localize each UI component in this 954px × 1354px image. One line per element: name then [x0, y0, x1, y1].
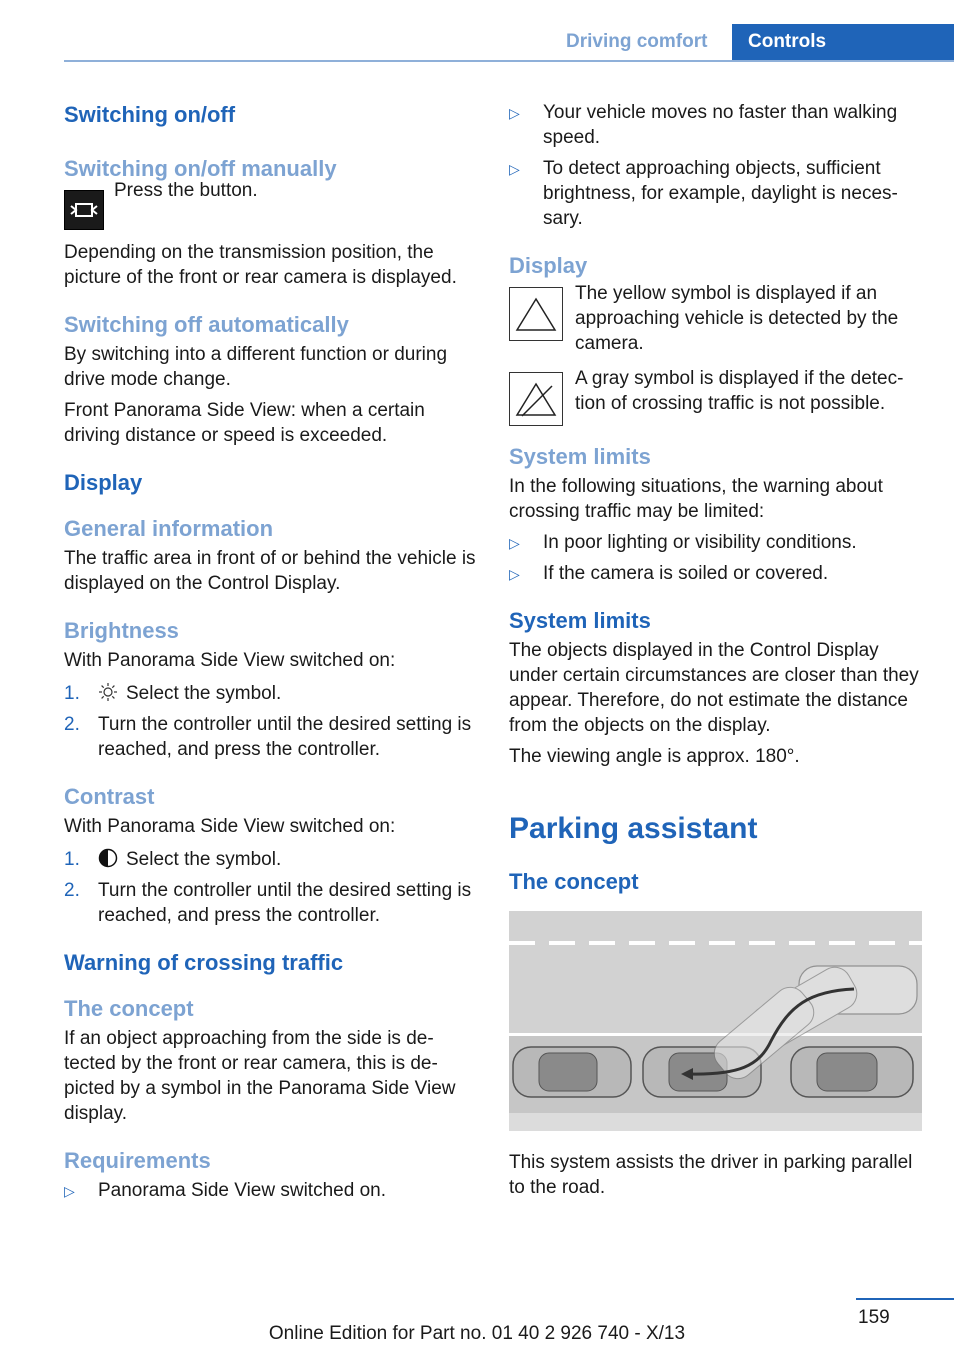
warning-triangle-crossed-icon	[509, 372, 563, 426]
gray-symbol-text: A gray symbol is displayed if the detection of crossing traffic is not possible.	[575, 368, 904, 414]
concept-text: If an object approaching from the side is detected by the front or rear camera, this is depicted by a symbol in the Panorama Side View display.	[64, 1028, 456, 1124]
page-number: 159	[858, 1307, 890, 1328]
heading-parking-assistant: Parking assistant	[509, 812, 758, 845]
limits2-text-2: The viewing angle is approx. 180°.	[509, 746, 800, 767]
general-text: The traffic area in front of or behind the vehicle is displayed on the Control Display.	[64, 548, 476, 594]
list-item: 2. Turn the controller until the desired setting is reached, and press the controller.	[64, 714, 472, 760]
heading-display-symbols: Display	[509, 253, 588, 278]
right-column	[509, 100, 922, 1206]
yellow-symbol-text: The yellow symbol is displayed if an approaching vehicle is detected by the camera.	[575, 283, 899, 354]
limits2-text-1: The objects displayed in the Control Display under certain circumstances are closer than they appear. Therefore, do not estimate the distance from the objects on the display.	[509, 640, 919, 736]
list-item: ▷ In poor lighting or visibility conditions.	[509, 530, 922, 555]
heading-switching-manually: Switching on/off manually	[64, 156, 337, 181]
header-section-title: Driving comfort	[566, 31, 708, 52]
parking-illustration	[509, 911, 922, 1131]
list-item: 1. Select the symbol.	[64, 849, 282, 870]
limits1-intro: In the following situations, the warning about crossing traffic may be limited:	[509, 476, 883, 522]
list-item: ▷ To detect approaching objects, sufficient brightness, for example, daylight is necessary.	[509, 156, 922, 231]
heading-switching-on-off: Switching on/off	[64, 102, 236, 127]
heading-the-concept: The concept	[64, 996, 194, 1021]
heading-warning-crossing-traffic: Warning of crossing traffic	[64, 950, 344, 975]
auto-text-2: Front Panorama Side View: when a certain driving distance or speed is exceeded.	[64, 400, 425, 446]
header-chapter-label: Controls	[748, 31, 827, 52]
heading-switching-off-automatically: Switching off automatically	[64, 312, 349, 337]
camera-button-icon	[64, 190, 104, 230]
warning-triangle-icon	[509, 287, 563, 341]
heading-brightness: Brightness	[64, 618, 179, 643]
heading-contrast: Contrast	[64, 784, 155, 809]
press-button-text: Press the button.	[114, 180, 258, 201]
sun-icon	[98, 682, 118, 702]
parked-car-left	[513, 1047, 631, 1097]
requirements-list-continued	[509, 100, 922, 231]
parking-caption: This system assists the driver in parking parallel to the road.	[509, 1152, 913, 1198]
header-chapter-tab	[732, 24, 954, 62]
list-item: ▷ Your vehicle moves no faster than walking speed.	[509, 100, 922, 150]
parked-car-right	[791, 1047, 913, 1097]
list-item: ▷ Panorama Side View switched on.	[64, 1178, 476, 1203]
requirements-list	[64, 1178, 476, 1203]
heading-general-information: General information	[64, 516, 274, 541]
heading-system-limits-2: System limits	[509, 608, 651, 633]
contrast-intro: With Panorama Side View switched on:	[64, 816, 396, 837]
list-item: 2. Turn the controller until the desired setting is reached, and press the controller.	[64, 880, 472, 926]
heading-parking-concept: The concept	[509, 869, 639, 894]
auto-text-1: By switching into a different function or during drive mode change.	[64, 344, 448, 390]
list-item: 1. Select the symbol.	[64, 683, 282, 704]
brightness-intro: With Panorama Side View switched on:	[64, 650, 396, 671]
list-item: ▷ If the camera is soiled or covered.	[509, 561, 922, 586]
page-number-rule	[856, 1298, 954, 1300]
contrast-steps	[64, 847, 476, 928]
contrast-icon	[98, 848, 118, 868]
limits1-list	[509, 530, 922, 586]
transmission-text: Depending on the transmission position, the picture of the front or rear camera is displayed.	[64, 242, 457, 288]
heading-display: Display	[64, 470, 143, 495]
heading-system-limits-1: System limits	[509, 444, 651, 469]
heading-requirements: Requirements	[64, 1148, 211, 1173]
left-column	[64, 100, 476, 1209]
header-rule	[64, 60, 954, 62]
footer-edition: Online Edition for Part no. 01 40 2 926 740 - X/13	[268, 1323, 686, 1344]
brightness-steps	[64, 681, 476, 762]
